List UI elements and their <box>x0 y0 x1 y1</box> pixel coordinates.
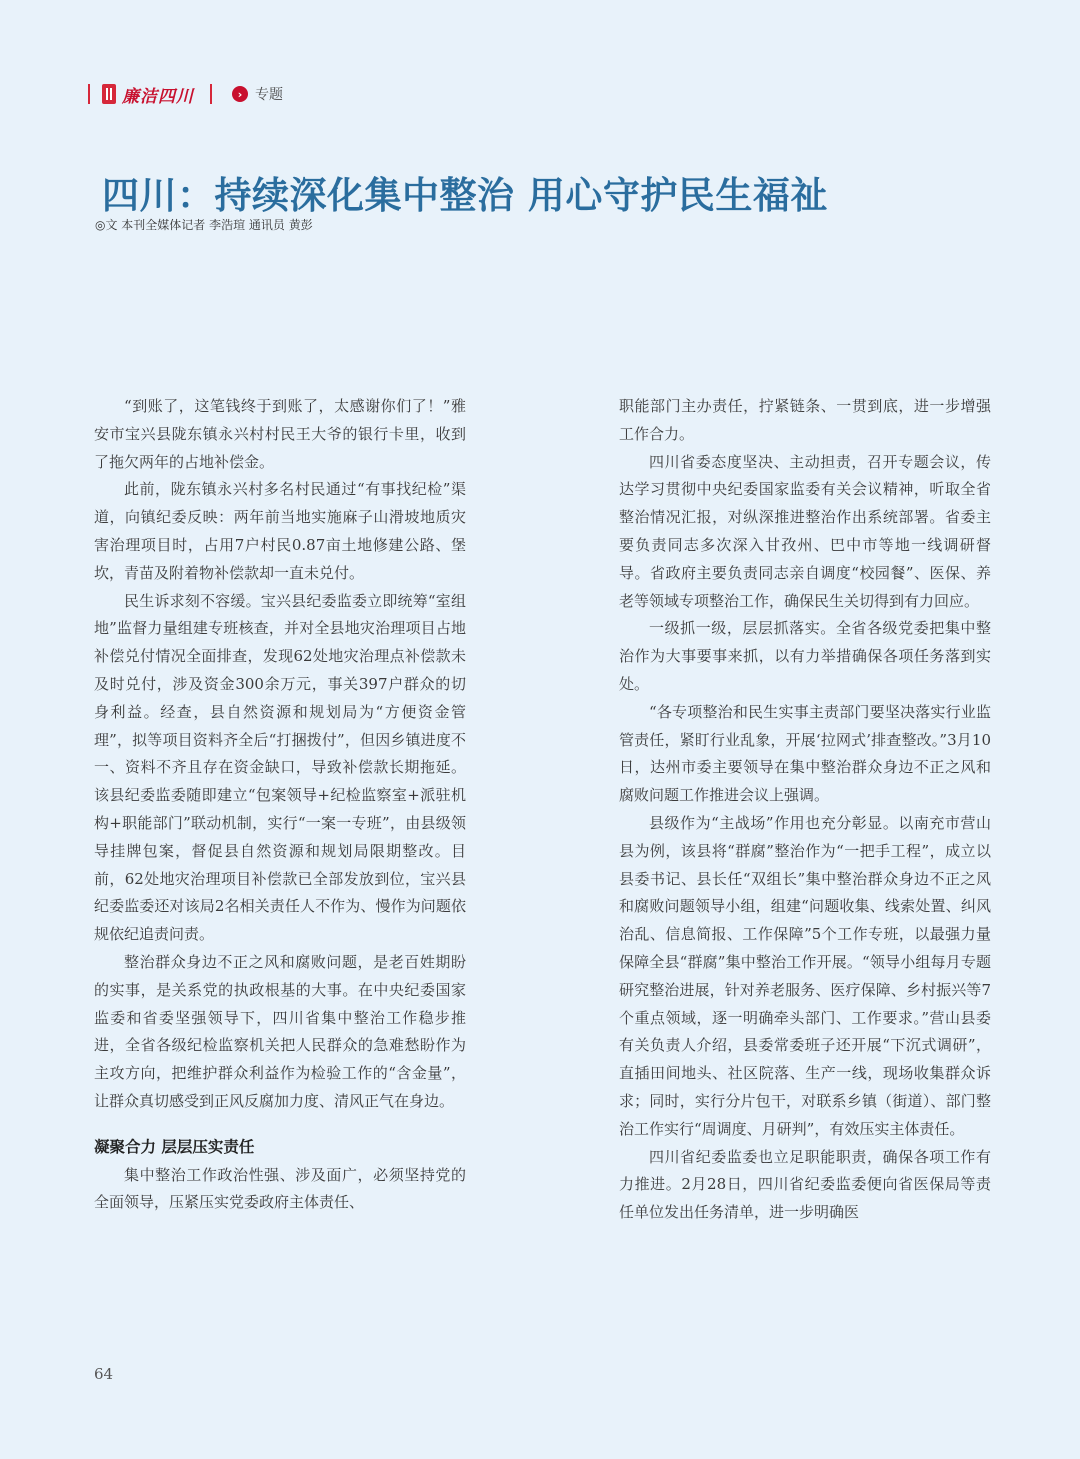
right-column <box>619 393 991 1227</box>
paragraph: 职能部门主办责任，拧紧链条、一贯到底，进一步增强工作合力。 <box>619 397 991 443</box>
divider-bar <box>88 84 90 104</box>
paragraph: 集中整治工作政治性强、涉及面广，必须坚持党的全面领导，压紧压实党委政府主体责任、 <box>94 1165 466 1212</box>
divider-bar <box>210 84 212 104</box>
section-tag[interactable] <box>232 84 283 104</box>
chevron-right-icon: › <box>232 86 248 102</box>
paragraph: 四川省委态度坚决、主动担责，召开专题会议，传达学习贯彻中央纪委国家监委有关会议精神，听取全省整治情况汇报，对纵深推进整治作出系统部署。省委主要负责同志多次深入甘孜州、巴中市等地一线调研督导。省政府主要负责同志亲自调度“校园餐”、医保、养老等领域专项整治工作，确保民生关切得到有力回应。 <box>619 452 991 610</box>
page-number: 64 <box>94 1365 114 1383</box>
article-byline: ◎文 本刊全媒体记者 李浩瑄 通讯员 黄彭 <box>95 218 313 232</box>
magazine-logo[interactable] <box>102 82 194 107</box>
paragraph: 县级作为“主战场”作用也充分彰显。以南充市营山县为例，该县将“群腐”整治作为“一把手工程”，成立以县委书记、县长任“双组长”集中整治群众身边不正之风和腐败问题领导小组，组建“问题收集、线索处置、纠风治乱、信息简报、工作保障”5个工作专班，以最强力量保障全县“群腐”集中整治工作开展。“领导小组每月专题研究整治进展，针对养老服务、医疗保障、乡村振兴等7个重点领域，逐一明确牵头部门、工作要求。”营山县委有关负责人介绍，县委常委班子还开展“下沉式调研”，直插田间地头、社区院落、生产一线，现场收集群众诉求；同时，实行分片包干，对联系乡镇（街道）、部门整治工作实行“周调度、月研判”，有效压实主体责任。 <box>619 813 991 1138</box>
paragraph: 整治群众身边不正之风和腐败问题，是老百姓期盼的实事，是关系党的执政根基的大事。在中央纪委国家监委和省委坚强领导下，四川省集中整治工作稳步推进，全省各级纪检监察机关把人民群众的急难愁盼作为主攻方向，把维护群众利益作为检验工作的“含金量”，让群众真切感受到正风反腐加力度、清风正气在身边。 <box>94 952 466 1110</box>
left-column <box>94 393 466 1217</box>
masthead <box>88 80 283 108</box>
article-title: 四川：持续深化集中整治 用心守护民生福祉 <box>102 174 828 217</box>
magazine-name: 廉洁四川 <box>122 86 194 107</box>
paragraph: “到账了，这笔钱终于到账了，太感谢你们了！”雅安市宝兴县陇东镇永兴村村民王大爷的银行卡里，收到了拖欠两年的占地补偿金。 <box>94 397 466 471</box>
paragraph: 一级抓一级，层层抓落实。全省各级党委把集中整治作为大事要事来抓，以有力举措确保各项任务落到实处。 <box>619 619 991 693</box>
paragraph: 此前，陇东镇永兴村多名村民通过“有事找纪检”渠道，向镇纪委反映：两年前当地实施麻子山滑坡地质灾害治理项目时，占用7户村民0.87亩土地修建公路、堡坎，青苗及附着物补偿款却一直未兑付。 <box>94 480 466 582</box>
paragraph: 四川省纪委监委也立足职能职责，确保各项工作有力推进。2月28日，四川省纪委监委便向省医保局等责任单位发出任务清单，进一步明确医 <box>619 1147 991 1222</box>
paragraph: “各专项整治和民生实事主责部门要坚决落实行业监管责任，紧盯行业乱象，开展‘拉网式’排查整改。”3月10日，达州市委主要领导在集中整治群众身边不正之风和腐败问题工作推进会议上强调。 <box>619 702 991 805</box>
logo-icon <box>102 84 116 104</box>
section-subheading: 凝聚合力 层层压实责任 <box>94 1137 255 1156</box>
paragraph: 民生诉求刻不容缓。宝兴县纪委监委立即统筹“室组地”监督力量组建专班核查，并对全县地灾治理项目占地补偿兑付情况全面排查，发现62处地灾治理点补偿款未及时兑付，涉及资金300余万元，事关397户群众的切身利益。经查，县自然资源和规划局为“方便资金管理”，拟等项目资料齐全后“打捆拨付”，但因乡镇进度不一、资料不齐且存在资金缺口，导致补偿款长期拖延。该县纪委监委随即建立“包案领导+纪检监察室+派驻机构+职能部门”联动机制，实行“一案一专班”，由县级领导挂牌包案，督促县自然资源和规划局限期整改。目前，62处地灾治理项目补偿款已全部发放到位，宝兴县纪委监委还对该局2名相关责任人不作为、慢作为问题依规依纪追责问责。 <box>94 591 466 944</box>
section-label: 专题 <box>255 87 283 103</box>
